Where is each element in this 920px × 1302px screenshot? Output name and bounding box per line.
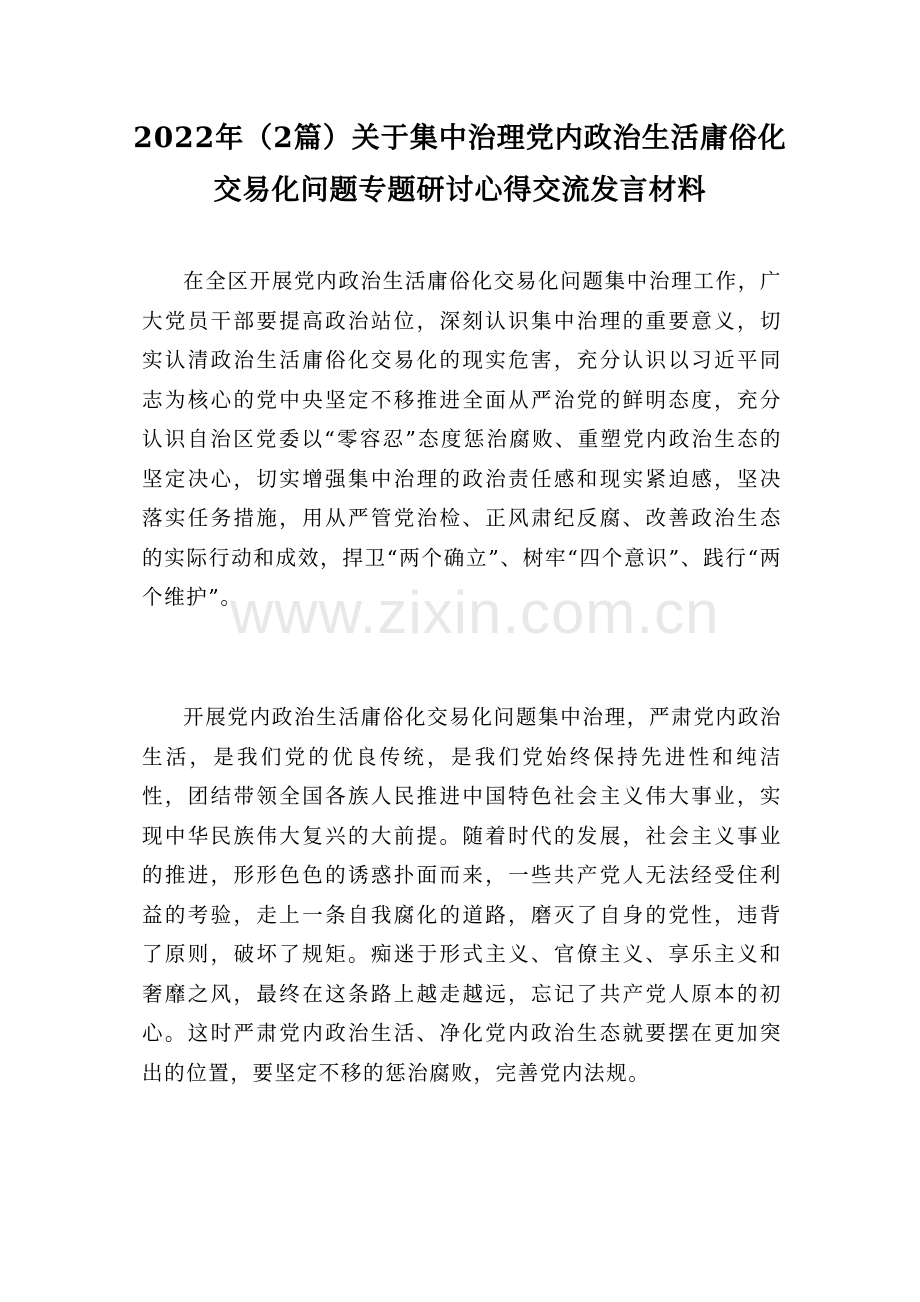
- document-title: 2022年（2篇）关于集中治理党内政治生活庸俗化交易化问题专题研讨心得交流发言材料: [133, 121, 787, 206]
- paragraph-1: 在全区开展党内政治生活庸俗化交易化问题集中治理工作，广大党员干部要提高政治站位，深刻认识集中治理的重要意义，切实认清政治生活庸俗化交易化的现实危害，充分认识以习近平同志为核心的党中央坚定不移推进全面从严治党的鲜明态度，充分认识自治区党委以“零容忍”态度惩治腐败、重塑党内政治生态的坚定决心，切实增强集中治理的政治责任感和现实紧迫感，坚决落实任务措施，用从严管党治检、正风肃纪反腐、改善政治生态的实际行动和成效，捍卫“两个确立”、树牢“四个意识”、践行“两个维护”。: [142, 269, 782, 609]
- paragraph-2: 开展党内政治生活庸俗化交易化问题集中治理，严肃党内政治生活，是我们党的优良传统，是我们党始终保持先进性和纯洁性，团结带领全国各族人民推进中国特色社会主义伟大事业，实现中华民族伟大复兴的大前提。随着时代的发展，社会主义事业的推进，形形色色的诱惑扑面而来，一些共产党人无法经受住利益的考验，走上一条自我腐化的道路，磨灭了自身的党性，违背了原则，破坏了规矩。痴迷于形式主义、官僚主义、享乐主义和奢靡之风，最终在这条路上越走越远，忘记了共产党人原本的初心。这时严肃党内政治生活、净化党内政治生态就要摆在更加突出的位置，要坚定不移的惩治腐败，完善党内法规。: [142, 705, 782, 1085]
- watermark: www.zixin.com.cn: [230, 579, 720, 646]
